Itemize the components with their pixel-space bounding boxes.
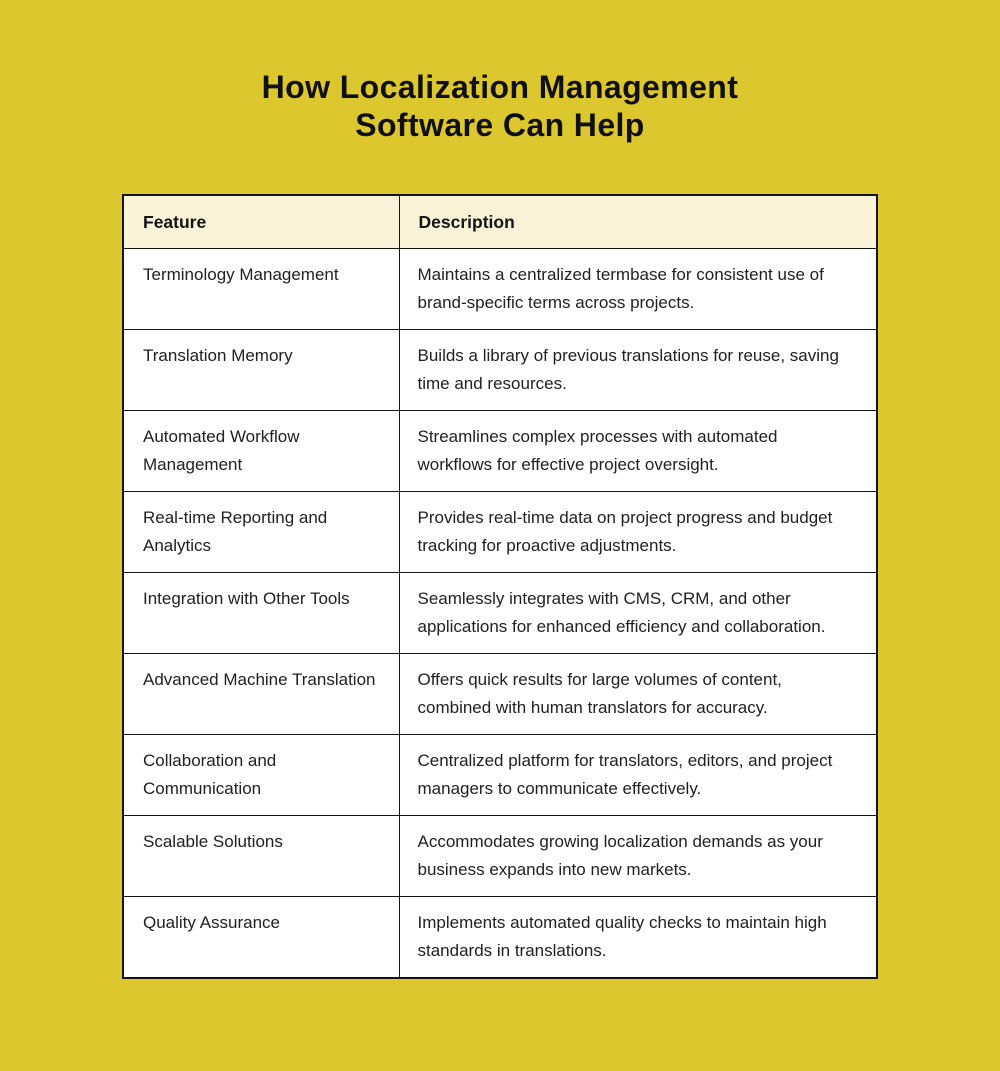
feature-cell: Scalable Solutions	[123, 816, 399, 897]
feature-cell: Quality Assurance	[123, 897, 399, 979]
feature-cell: Terminology Management	[123, 249, 399, 330]
description-cell: Seamlessly integrates with CMS, CRM, and other applications for enhanced efficiency and collaboration.	[399, 573, 877, 654]
page-title	[0, 0, 1000, 144]
table-row	[123, 816, 877, 897]
table-row	[123, 330, 877, 411]
description-cell: Builds a library of previous translations for reuse, saving time and resources.	[399, 330, 877, 411]
table-row	[123, 573, 877, 654]
page-title-line-2: Software Can Help	[355, 107, 645, 143]
description-cell: Implements automated quality checks to maintain high standards in translations.	[399, 897, 877, 979]
feature-cell: Advanced Machine Translation	[123, 654, 399, 735]
table-row	[123, 654, 877, 735]
description-cell: Accommodates growing localization demands as your business expands into new markets.	[399, 816, 877, 897]
table-row	[123, 411, 877, 492]
description-cell: Maintains a centralized termbase for consistent use of brand-specific terms across projects.	[399, 249, 877, 330]
feature-cell: Integration with Other Tools	[123, 573, 399, 654]
feature-cell: Translation Memory	[123, 330, 399, 411]
column-header-description: Description	[399, 195, 877, 249]
features-table	[122, 194, 878, 979]
description-cell: Offers quick results for large volumes of content, combined with human translators for accuracy.	[399, 654, 877, 735]
column-header-feature: Feature	[123, 195, 399, 249]
description-cell: Streamlines complex processes with automated workflows for effective project oversight.	[399, 411, 877, 492]
table-header-row	[123, 195, 877, 249]
page-title-line-1: How Localization Management	[261, 69, 739, 105]
feature-cell: Real-time Reporting and Analytics	[123, 492, 399, 573]
description-cell: Centralized platform for translators, editors, and project managers to communicate effectively.	[399, 735, 877, 816]
table-row	[123, 897, 877, 979]
table-row	[123, 735, 877, 816]
feature-cell: Automated Workflow Management	[123, 411, 399, 492]
table-row	[123, 249, 877, 330]
table-row	[123, 492, 877, 573]
description-cell: Provides real-time data on project progress and budget tracking for proactive adjustments.	[399, 492, 877, 573]
feature-cell: Collaboration and Communication	[123, 735, 399, 816]
